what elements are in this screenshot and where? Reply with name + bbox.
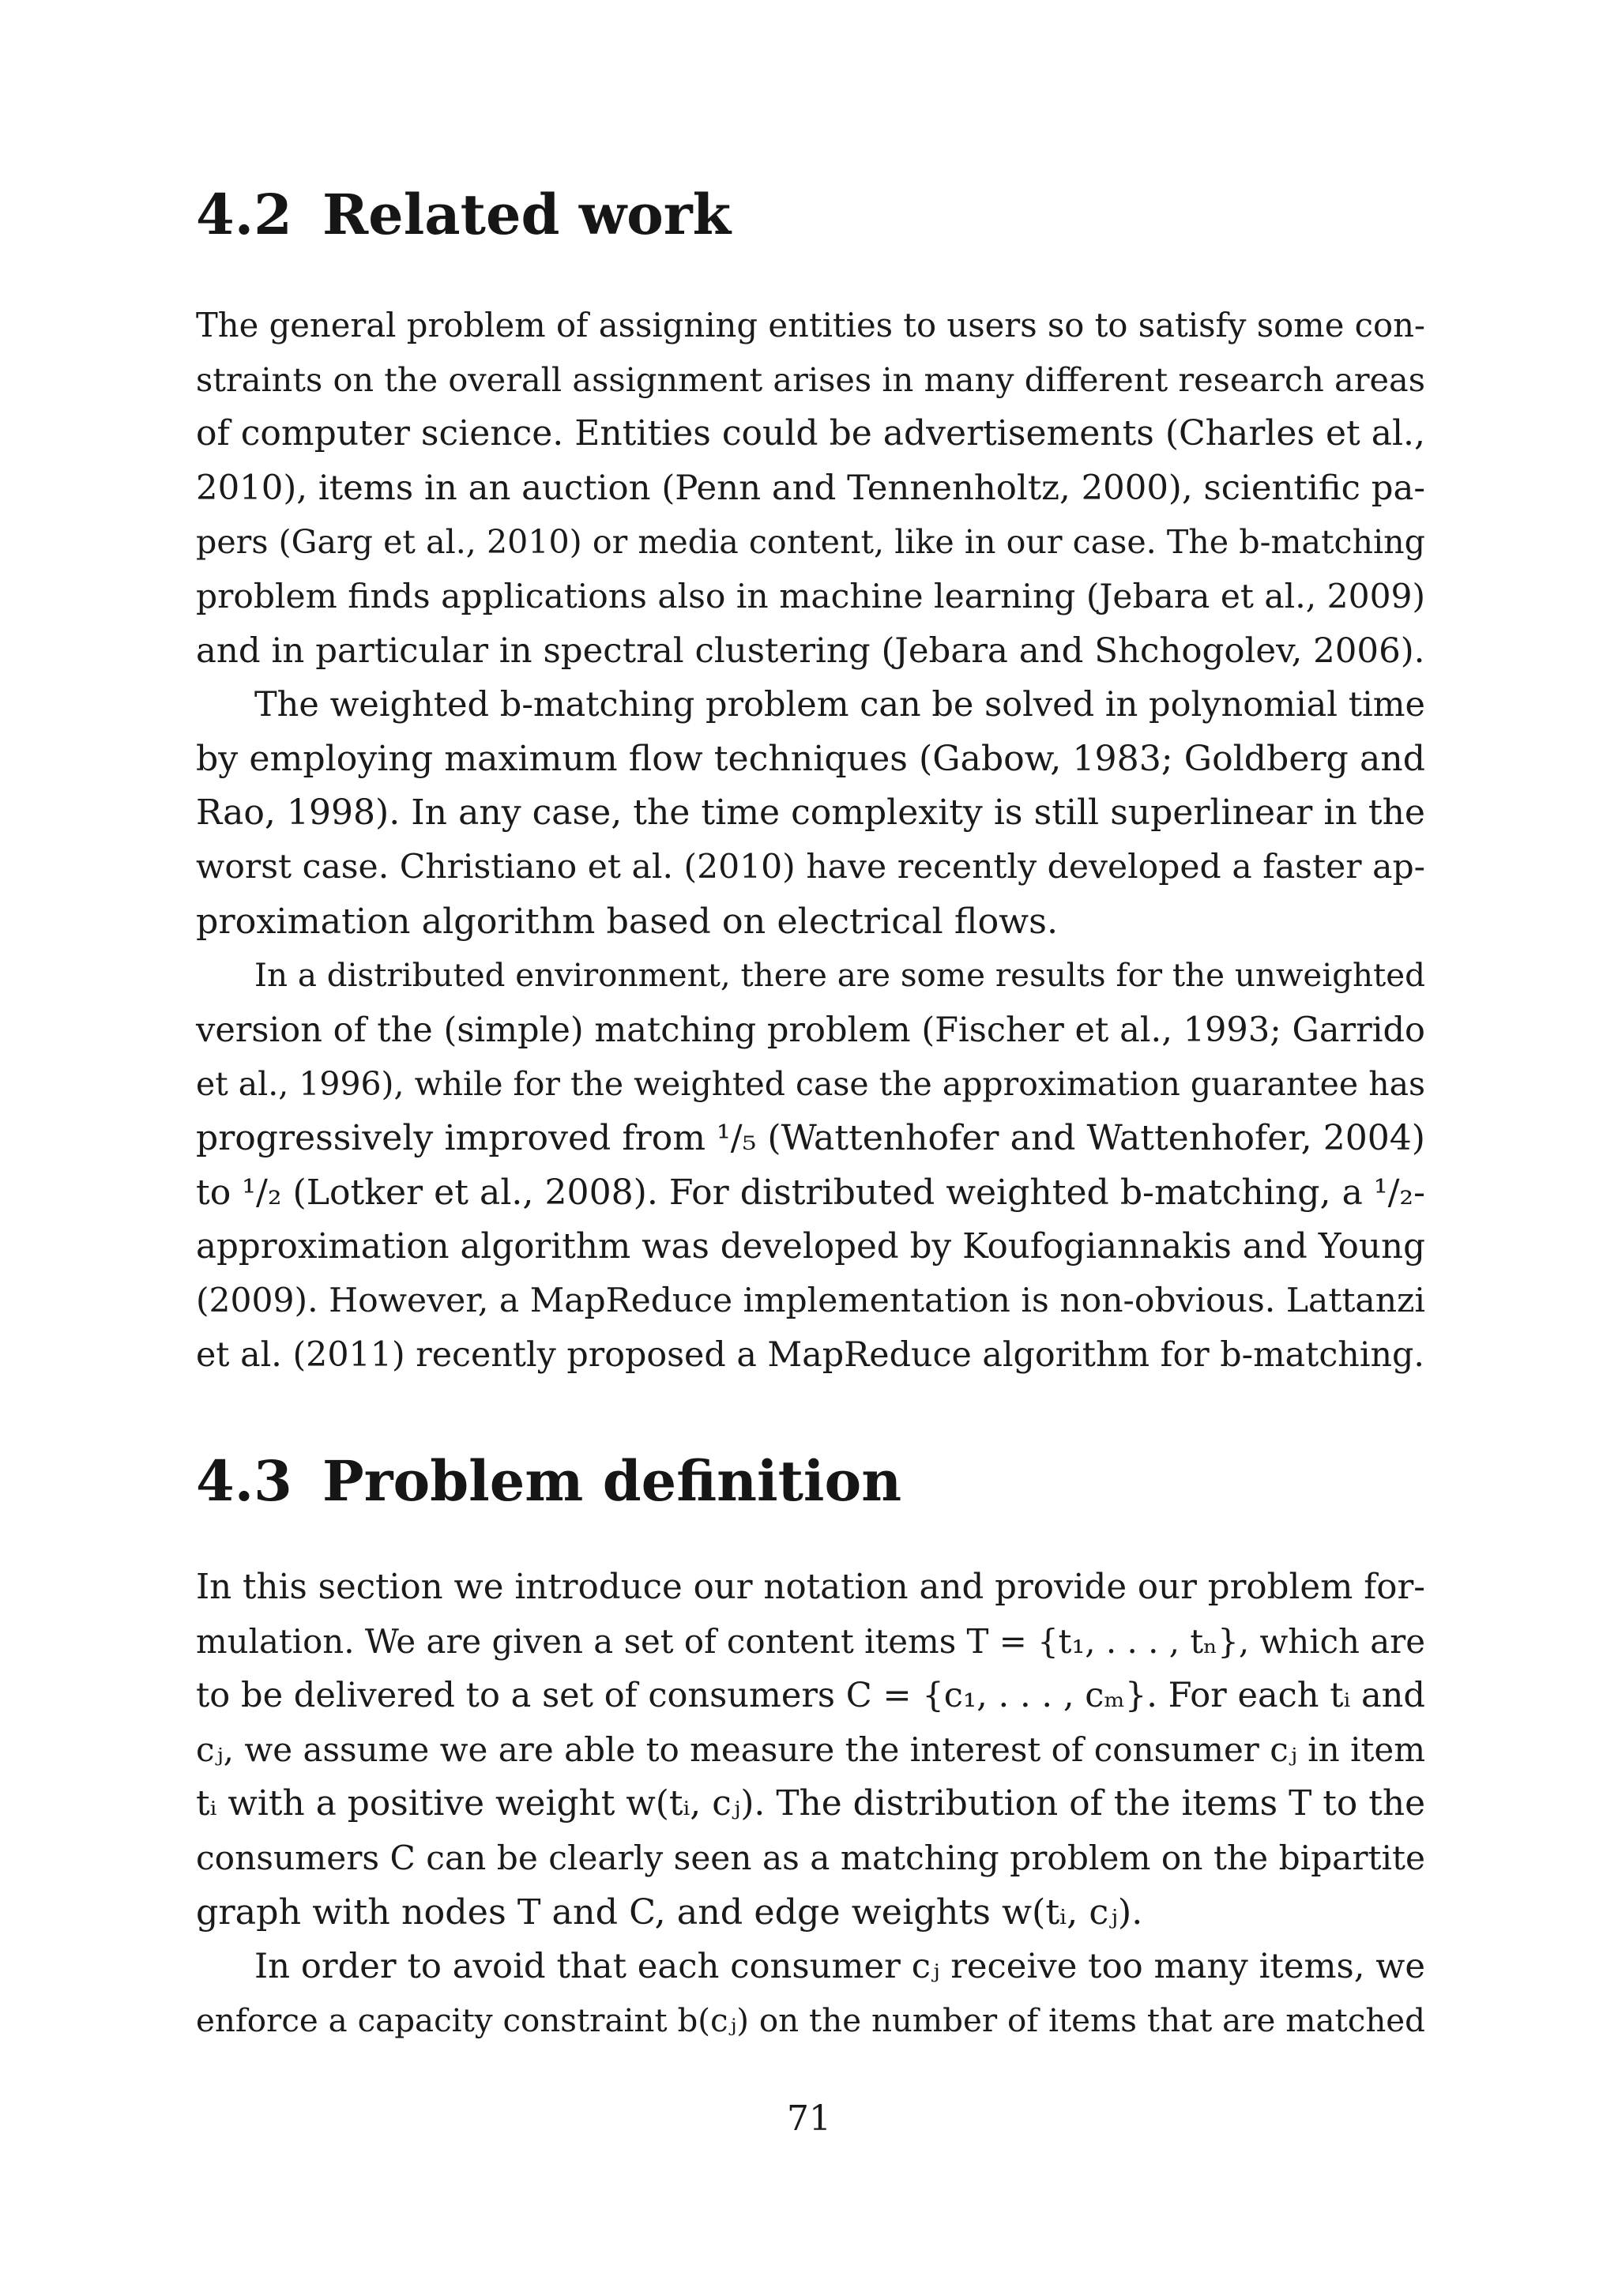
text-line: enforce a capacity constraint b(cⱼ) on the number of items that are matched [196,2001,1425,2039]
text-line: and in particular in spectral clustering (Jebara and Shchogolev, 2006). [196,630,1425,671]
related-work-body [196,299,1425,1383]
text-line: et al. (2011) recently proposed a MapReduce algorithm for b-matching. [196,1335,1425,1376]
text-line: worst case. Christiano et al. (2010) have recently developed a faster ap- [196,847,1425,886]
text-line: et al., 1996), while for the weighted case the approximation guarantee has [196,1065,1425,1104]
text-line: 2010), items in an auction (Penn and Tennenholtz, 2000), scientific pa- [196,468,1425,508]
text-line: In order to avoid that each consumer cⱼ receive too many items, we [254,1947,1425,1987]
text-line: consumers C can be clearly seen as a matching problem on the bipartite [196,1838,1425,1877]
text-line: graph with nodes T and C, and edge weights w(tᵢ, cⱼ). [196,1891,1143,1933]
text-line: Rao, 1998). In any case, the time complexity is still superlinear in the [196,792,1425,834]
text-line: pers (Garg et al., 2010) or media content, like in our case. The b-matching [196,523,1425,562]
text-line: straints on the overall assignment arises in many different research areas [196,360,1425,399]
text-line: problem finds applications also in machine learning (Jebara et al., 2009) [196,576,1425,615]
text-line: tᵢ with a positive weight w(tᵢ, cⱼ). The distribution of the items T to the [196,1783,1425,1824]
section-title: Problem definition [322,1448,902,1514]
text-line: approximation algorithm was developed by Koufogiannakis and Young [196,1227,1425,1267]
text-line: version of the (simple) matching problem (Fischer et al., 1993; Garrido [196,1010,1425,1050]
text-line: mulation. We are given a set of content items T = {t₁, . . . , tₙ}, which are [196,1621,1425,1661]
text-line: progressively improved from ¹/₅ (Wattenhofer and Wattenhofer, 2004) [196,1117,1425,1158]
text-line: cⱼ, we assume we are able to measure the interest of consumer cⱼ in item [196,1730,1425,1769]
text-line: The weighted b-matching problem can be solved in polynomial time [254,685,1425,725]
section-heading-problem-definition [196,1450,901,1513]
text-line: In this section we introduce our notation and provide our problem for- [196,1568,1425,1607]
text-line: by employing maximum flow techniques (Gabow, 1983; Goldberg and [196,738,1425,779]
text-line: In a distributed environment, there are some results for the unweighted [254,957,1425,995]
page-number: 71 [787,2098,831,2139]
section-number: 4.3 [196,1448,292,1514]
text-line: proximation algorithm based on electrical flows. [196,901,1059,942]
text-line: to ¹/₂ (Lotker et al., 2008). For distributed weighted b-matching, a ¹/₂- [196,1172,1425,1213]
text-line: to be delivered to a set of consumers C = {c₁, . . . , cₘ}. For each tᵢ and [196,1676,1425,1716]
section-number: 4.2 [196,182,292,247]
text-line: The general problem of assigning entities to users so to satisfy some con- [196,306,1425,344]
text-line: (2009). However, a MapReduce implementation is non-obvious. Lattanzi [196,1281,1425,1320]
section-heading-related-work [196,183,731,247]
problem-definition-body [196,1560,1425,2048]
text-line: of computer science. Entities could be advertisements (Charles et al., [196,413,1425,454]
section-title: Related work [322,182,732,247]
